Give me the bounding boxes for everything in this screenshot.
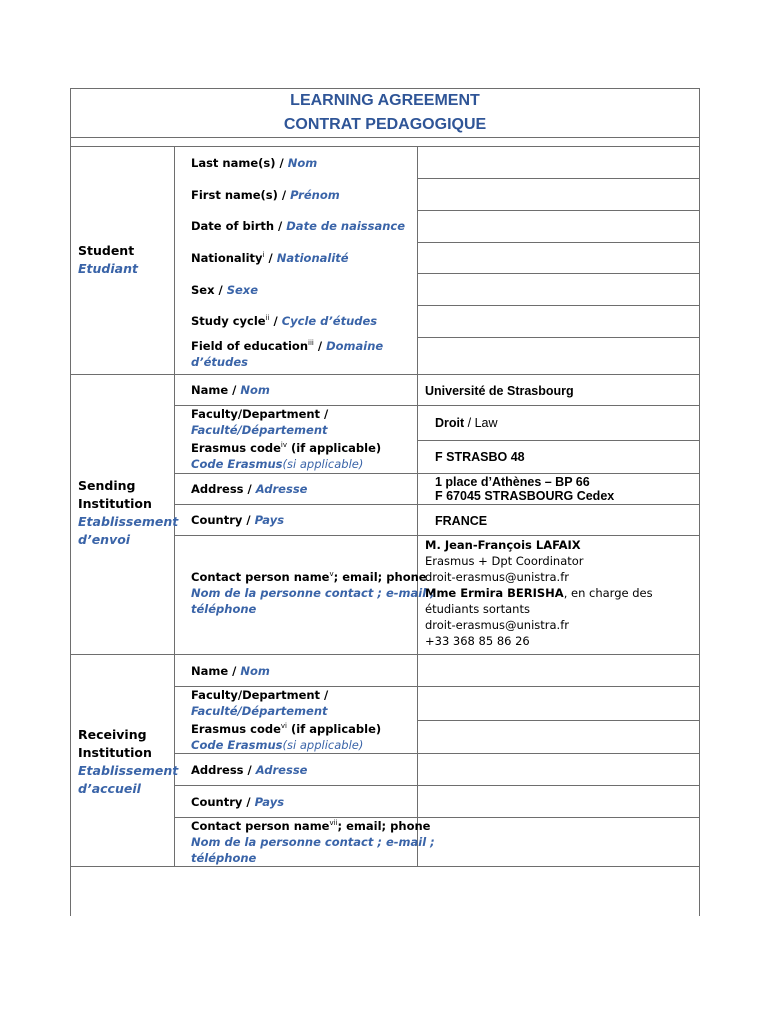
row-line [174,535,700,536]
sending-country-label: Country / Pays [191,513,285,527]
sex-input[interactable] [418,274,699,305]
sending-top-line [70,374,700,375]
study-cycle-label: Study cycle$^{ii}$ / Cycle d’études [191,314,378,328]
receiving-contact-input[interactable] [418,818,699,866]
receiving-erasmus-code-label: Erasmus code$^{vi}$ (if applicable) Code Erasmus(si applicable) [191,722,382,752]
receiving-country-label: Country / Pays [191,795,285,809]
sex-label: Sex / Sexe [191,283,259,297]
title-divider [70,137,700,138]
row-line [417,440,700,441]
table-border-right [699,88,700,916]
receiving-name-label: Name / Nom [191,664,270,678]
field-of-education-label: Field of education$^{iii}$ / Domaine d’études [191,339,384,369]
contact-role-1: Erasmus + Dpt Coordinator [425,554,584,568]
receiving-erasmus-code-input[interactable] [418,721,699,753]
study-cycle-input[interactable] [418,306,699,337]
sending-country-value: FRANCE [435,514,488,528]
receiving-bottom-line [70,866,700,867]
contact-phone: +33 368 85 86 26 [425,634,530,648]
receiving-address-input[interactable] [418,754,699,785]
contact-person-2: Mme Ermira BERISHA, en charge des [425,586,653,600]
last-name-label: Last name(s) / Nom [191,156,318,170]
sending-faculty-label: Faculty/Department / Faculté/Département [191,407,329,437]
first-name-label: First name(s) / Prénom [191,188,340,202]
contact-role-2: étudiants sortants [425,602,530,616]
row-line [174,473,700,474]
receiving-faculty-input[interactable] [418,687,699,720]
student-col-divider [174,146,175,374]
contact-email-1: droit-erasmus@unistra.fr [425,570,569,584]
sending-erasmus-code-label: Erasmus code$^{iv}$ (if applicable) Code Erasmus(si applicable) [191,441,382,471]
sending-name-value: Université de Strasbourg [425,384,574,398]
sending-contact-label: Contact person name$^v$; email; phone Nom de la personne contact ; e-mail ; téléphone [191,570,435,616]
sending-contact-value [425,537,653,649]
date-of-birth-label: Date of birth / Date de naissance [191,219,406,233]
sending-section-label: Sending Institution Etablissement d’envoi [78,478,179,547]
row-line [174,504,700,505]
document-subtitle: CONTRAT PEDAGOGIQUE [283,116,487,133]
student-section-label: Student Etudiant [78,243,138,276]
receiving-faculty-label: Faculty/Department / Faculté/Département [191,688,329,718]
nationality-input[interactable] [418,243,699,273]
receiving-name-input[interactable] [418,655,699,686]
contact-person-1: M. Jean-François LAFAIX [425,538,581,552]
receiving-contact-label: Contact person name$^{vii}$; email; phone Nom de la personne contact ; e-mail ; téléphone [191,819,435,865]
field-of-education-input[interactable] [418,338,699,374]
sending-faculty-value: Droit / Law [435,416,498,430]
last-name-input[interactable] [418,147,699,178]
date-of-birth-input[interactable] [418,211,699,242]
sending-address-label: Address / Adresse [191,482,308,496]
receiving-address-label: Address / Adresse [191,763,308,777]
sending-address-value: 1 place d’Athènes – BP 66 F 67045 STRASBOURG Cedex [435,475,615,503]
receiving-section-label: Receiving Institution Etablissement d’accueil [78,727,179,796]
contact-email-2: droit-erasmus@unistra.fr [425,618,569,632]
document-title: LEARNING AGREEMENT [290,92,480,109]
nationality-label: Nationality$^i$ / Nationalité [191,251,349,265]
table-border-left [70,88,71,916]
sending-name-label: Name / Nom [191,383,270,397]
receiving-country-input[interactable] [418,786,699,817]
sending-erasmus-code-value: F STRASBO 48 [435,450,525,464]
first-name-input[interactable] [418,179,699,210]
